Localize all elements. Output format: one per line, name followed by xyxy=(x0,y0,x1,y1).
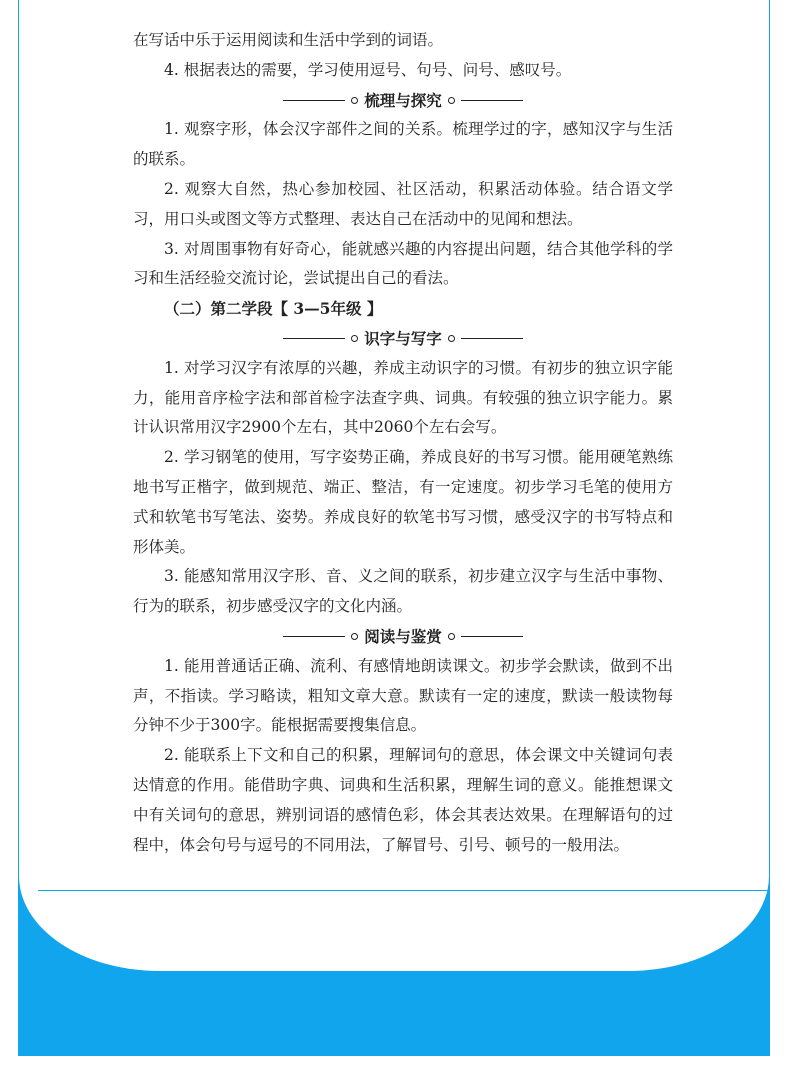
paragraph-explore-1: 1. 观察字形，体会汉字部件之间的关系。梳理学过的字，感知汉字与生活的联系。 xyxy=(133,120,673,169)
paragraph-literacy-2: 2. 学习钢笔的使用，写字姿势正确，养成良好的书写习惯。能用硬笔熟练地书写正楷字，做到规范、端正、整洁，有一定速度。初步学习毛笔的使用方式和软笔书写笔法、姿势。养成良好的软笔书写习惯，感受汉字的书写特点和形体美。 xyxy=(133,448,673,556)
paragraph-reading-1: 1. 能用普通话正确、流利、有感情地朗读课文。初步学会默读，做到不出声，不指读。学习略读，粗知文章大意。默读有一定的速度，默读一般读物每分钟不少于300字。能根据需要搜集信息。 xyxy=(133,656,673,735)
heading-rule-left xyxy=(283,636,345,637)
heading-ornament-right xyxy=(448,97,455,104)
paragraph-reading-2: 2. 能联系上下文和自己的积累，理解词句的意思，体会课文中关键词句表达情意的作用。能借助字典、词典和生活积累，理解生词的意义。能推想课文中有关词句的意思，辨别词语的感情色彩，体会其表达效果。在理解语句的过程中，体会句号与逗号的不同用法，了解冒号、引号、顿号的一般用法。 xyxy=(133,746,673,854)
paragraph-literacy-1: 1. 对学习汉字有浓厚的兴趣，养成主动识字的习惯。有初步的独立识字能力，能用音序检字法和部首检字法查字典、词典。有较强的独立识字能力。累计认识常用汉字2900个左右，其中2060个左右会写。 xyxy=(133,358,673,437)
paragraph-item-4: 4. 根据表达的需要，学习使用逗号、句号、问号、感叹号。 xyxy=(164,60,572,79)
heading-rule-left xyxy=(283,338,345,339)
paragraph-intro-tail: 在写话中乐于运用阅读和生活中学到的词语。 xyxy=(133,31,444,49)
heading-ornament-left xyxy=(351,97,358,104)
heading-ornament-right xyxy=(448,633,455,640)
paragraph-explore-2: 2. 观察大自然，热心参加校园、社区活动，积累活动体验。结合语文学习，用口头或图文等方式整理、表达自己在活动中的见闻和想法。 xyxy=(133,179,673,228)
section-heading-reading xyxy=(133,622,673,652)
heading-rule-left xyxy=(283,100,345,101)
paragraph-literacy-3: 3. 能感知常用汉字形、音、义之间的联系，初步建立汉字与生活中事物、行为的联系，初步感受汉字的文化内涵。 xyxy=(133,567,673,616)
heading-rule-right xyxy=(461,338,523,339)
heading-rule-right xyxy=(461,636,523,637)
heading-ornament-left xyxy=(351,335,358,342)
divider-line xyxy=(38,890,770,891)
heading-title: 阅读与鉴赏 xyxy=(364,626,442,646)
heading-rule-right xyxy=(461,100,523,101)
paragraph-explore-3: 3. 对周围事物有好奇心，能就感兴趣的内容提出问题，结合其他学科的学习和生活经验交流讨论，尝试提出自己的看法。 xyxy=(133,239,673,288)
heading-title: 梳理与探究 xyxy=(364,90,442,110)
stage-heading: （二）第二学段【 3—5年级 】 xyxy=(164,299,383,319)
document-body xyxy=(133,26,673,860)
heading-ornament-left xyxy=(351,633,358,640)
section-heading-literacy xyxy=(133,324,673,354)
heading-title: 识字与写字 xyxy=(364,328,442,348)
heading-ornament-right xyxy=(448,335,455,342)
section-heading-explore xyxy=(133,86,673,116)
